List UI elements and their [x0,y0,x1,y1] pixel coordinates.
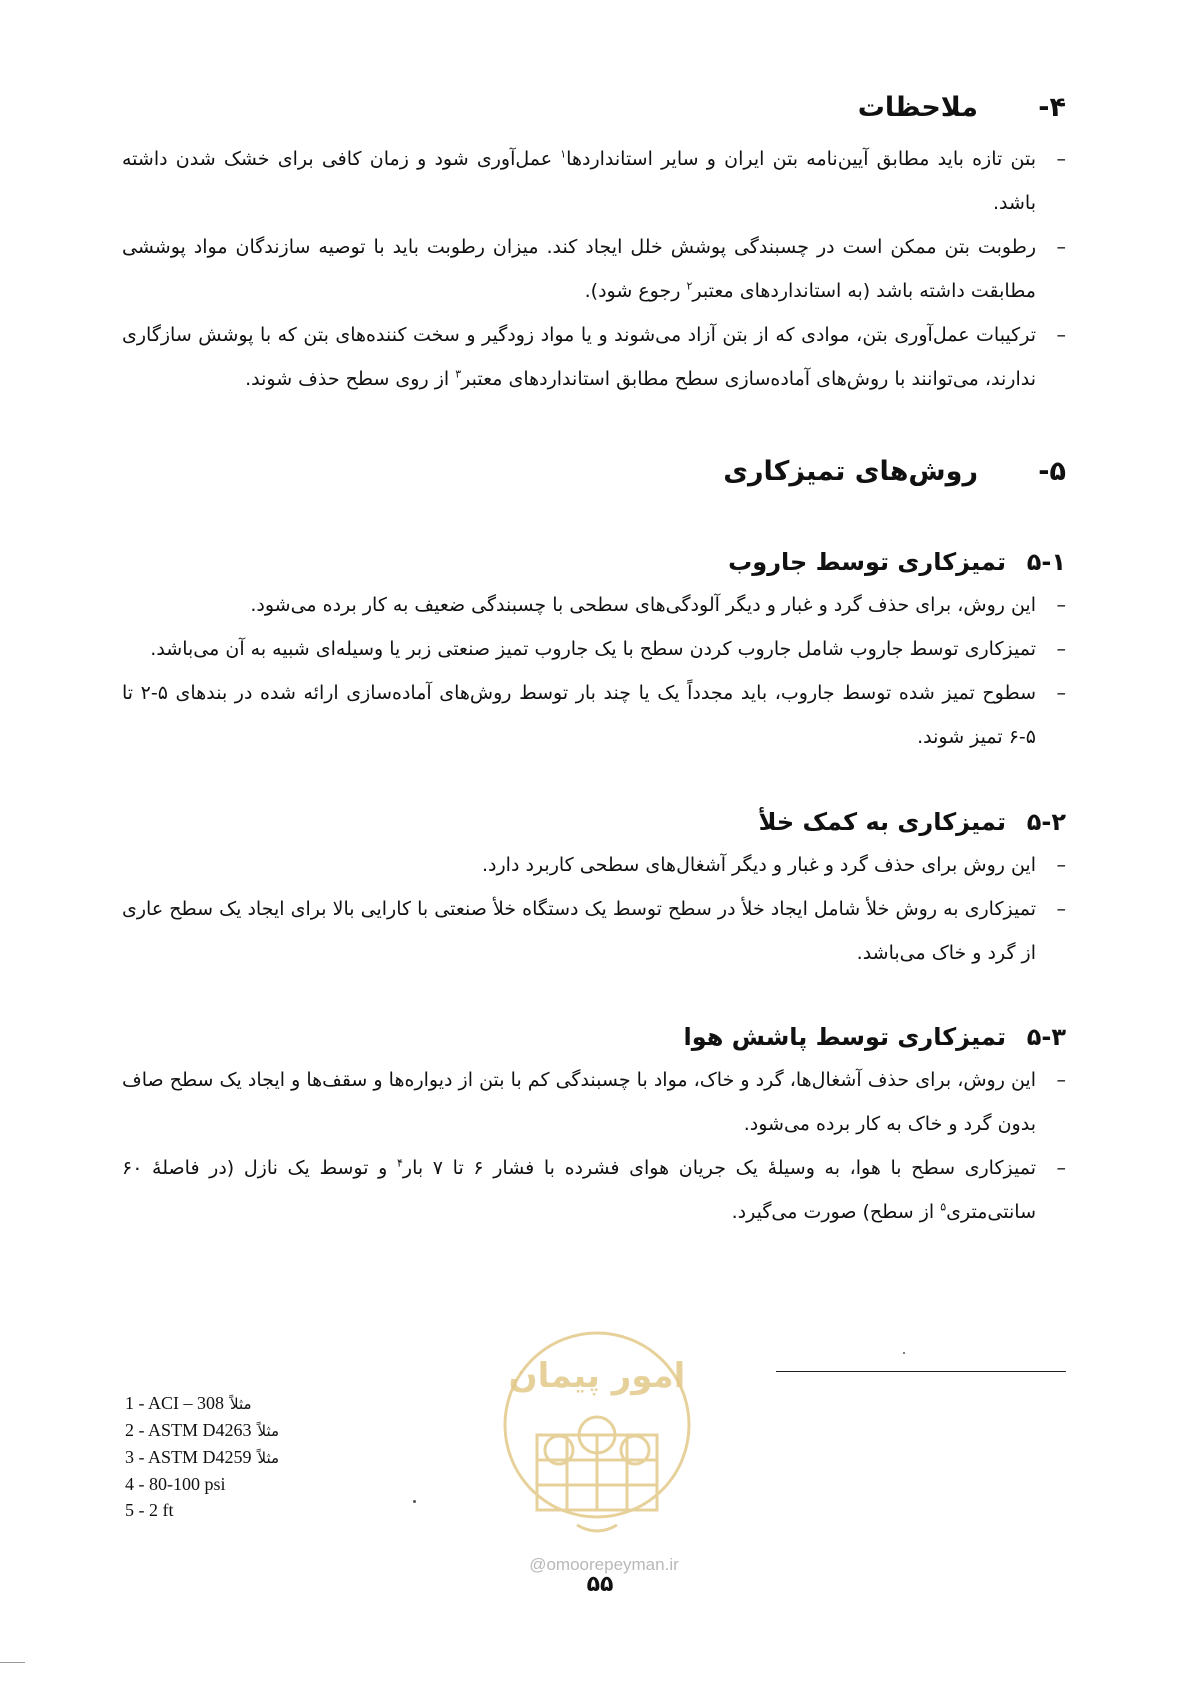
list-item: – بتن تازه باید مطابق آیین‌نامه بتن ایران و سایر استانداردها$^۱$ عمل‌آوری شود و زمان کافی برای خشک شدن داشته باشد. [122,137,1066,225]
section-title: ملاحظات [857,92,978,123]
subsection-title: تمیزکاری توسط پاشش هوا [683,1023,1006,1051]
list-item: – تمیزکاری توسط جاروب شامل جاروب کردن سطح با یک جاروب تمیز صنعتی زبر یا وسیله‌ای شبیه به آن می‌باشد. [122,627,1066,671]
page-number: ۵۵ [586,1572,614,1597]
footnote: 2 - ASTM D4263 مثلاً [125,1420,280,1440]
bullet-dash: – [1056,682,1066,704]
bullet-dash: – [1056,854,1066,876]
list-item: – ترکیبات عمل‌آوری بتن، موادی که از بتن آزاد می‌شوند و یا مواد زودگیر و سخت کننده‌های بتن که با پوشش سازگاری ندارند، می‌توانند با روش‌های آماده‌سازی سطح مطابق استانداردهای معتبر$^۳$ از روی سطح حذف شوند. [122,313,1066,401]
section-5-heading [723,456,1066,487]
bullet-dash: – [1056,1157,1066,1179]
footnote-ref: ۲ [686,279,693,293]
subsection-5-1-list [122,583,1066,759]
list-item: – این روش، برای حذف آشغال‌ها، گرد و خاک، مواد با چسبندگی کم با بتن از دیواره‌ها و سقف‌ها و ایجاد یک سطح صاف بدون گرد و خاک به کار برده می‌شود. [122,1058,1066,1146]
subsection-title: تمیزکاری توسط جاروب [728,548,1006,576]
footnote: 3 - ASTM D4259 مثلاً [125,1447,280,1467]
footnote: 5 - 2 ft [125,1500,174,1520]
list-item: – سطوح تمیز شده توسط جاروب، باید مجدداً یک یا چند بار توسط روش‌های آماده‌سازی ارائه شده در بندهای ۵-۲ تا ۵-۶ تمیز شوند. [122,671,1066,759]
list-item: – این روش برای حذف گرد و غبار و دیگر آشغال‌های سطحی کاربرد دارد. [122,843,1066,887]
bullet-dash: – [1056,324,1066,346]
scan-speck [413,1500,416,1503]
bullet-dash: – [1056,236,1066,258]
subsection-number: ۵-۱ [1026,548,1066,576]
subsection-5-3-heading [684,1023,1067,1051]
list-item: – تمیزکاری به روش خلأ شامل ایجاد خلأ در سطح توسط یک دستگاه خلأ صنعتی با کارایی بالا برای ایجاد یک سطح عاری از گرد و خاک می‌باشد. [122,887,1066,975]
bullet-dash: – [1056,1069,1066,1091]
bullet-dash: – [1056,148,1066,170]
section-4-heading [858,92,1066,123]
subsection-number: ۵-۲ [1026,808,1066,836]
scan-speck [903,1352,905,1354]
list-item: – رطوبت بتن ممکن است در چسبندگی پوشش خلل ایجاد کند. میزان رطوبت باید با توصیه سازندگان مواد پوششی مطابقت داشته باشد (به استانداردهای معتبر$^۲$ رجوع شود). [122,225,1066,313]
list-item: – تمیزکاری سطح با هوا، به وسیلهٔ یک جریان هوای فشرده با فشار ۶ تا ۷ بار$^۴$ و توسط یک نازل (در فاصلهٔ ۶۰ سانتی‌متری$^۵$ از سطح) صورت می‌گیرد. [122,1146,1066,1234]
subsection-5-2-list [122,843,1066,975]
section-4-list [122,137,1066,401]
footnote: 4 - 80-100 psi [125,1474,226,1494]
watermark-text: امور پیمان [508,1356,686,1396]
subsection-5-2-heading [759,808,1066,836]
scan-edge-mark [0,1662,25,1663]
subsection-5-1-heading [728,548,1066,576]
footnotes [125,1390,279,1523]
watermark-url: @omoorepeyman.ir [529,1555,679,1574]
list-item: – این روش، برای حذف گرد و غبار و دیگر آلودگی‌های سطحی با چسبندگی ضعیف به کار برده می‌شود. [122,583,1066,627]
bullet-dash: – [1056,638,1066,660]
footnote: 1 - ACI – 308 مثلاً [125,1393,252,1413]
section-title: روش‌های تمیزکاری [723,456,978,487]
section-number: ۴- [1038,92,1066,123]
footnote-ref: ۵ [940,1200,947,1214]
subsection-5-3-list [122,1058,1066,1234]
footnote-ref: ۱ [560,147,567,161]
subsection-title: تمیزکاری به کمک خلأ [758,808,1006,836]
bullet-dash: – [1056,898,1066,920]
section-number: ۵- [1038,456,1066,487]
footnote-ref: ۳ [455,367,462,381]
watermark-logo [497,1325,697,1540]
subsection-number: ۵-۳ [1026,1023,1066,1051]
bullet-dash: – [1056,594,1066,616]
footnote-separator [776,1371,1066,1372]
footnote-ref: ۴ [396,1156,403,1170]
